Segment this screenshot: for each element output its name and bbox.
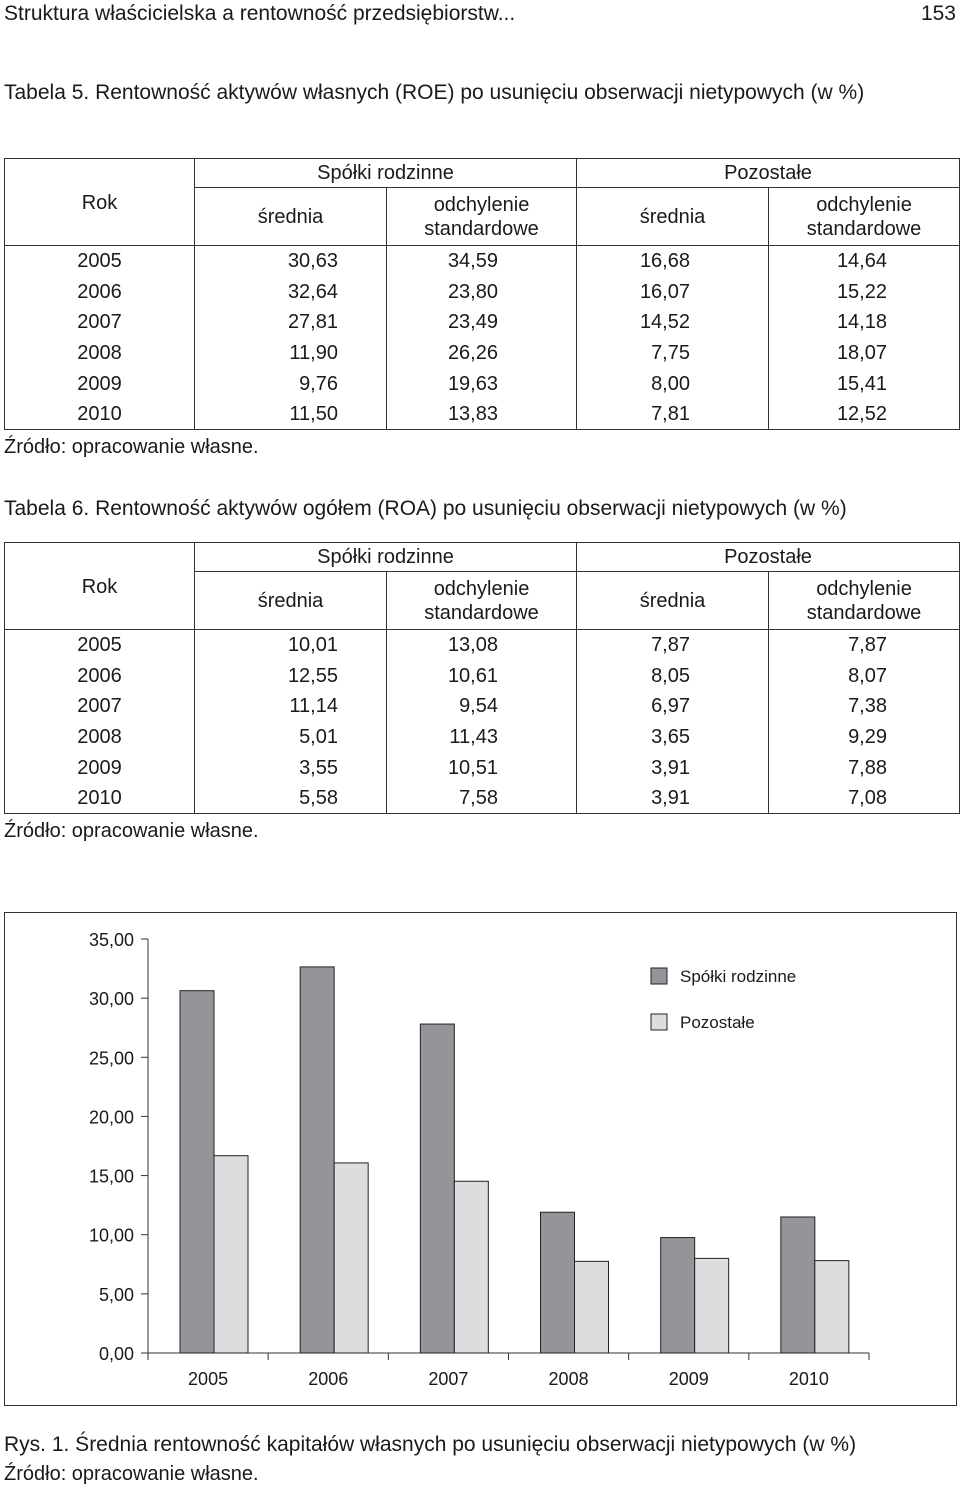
table-row	[5, 368, 960, 399]
bar-family	[180, 991, 214, 1353]
cell-other-sd: 7,08	[769, 783, 960, 814]
figure-source: Źródło: opracowanie własne.	[4, 1463, 259, 1485]
cell-family-mean: 10,01	[195, 630, 387, 661]
running-header	[4, 0, 956, 28]
cell-other-mean: 3,91	[577, 783, 769, 814]
cell-family-mean: 11,90	[195, 338, 387, 369]
header-mean: średnia	[195, 188, 387, 246]
table-row	[5, 276, 960, 307]
page-number: 153	[920, 2, 956, 25]
cell-year: 2005	[5, 630, 195, 661]
y-tick-label: 10,00	[88, 1225, 134, 1246]
cell-family-mean: 11,14	[195, 691, 387, 722]
table-row	[5, 722, 960, 753]
bar-other	[575, 1261, 609, 1353]
cell-other-sd: 7,87	[769, 630, 960, 661]
bar-other	[214, 1156, 248, 1353]
cell-family-mean: 5,01	[195, 722, 387, 753]
y-tick-label: 5,00	[98, 1284, 134, 1305]
cell-other-mean: 7,81	[577, 399, 769, 430]
cell-other-sd: 9,29	[769, 722, 960, 753]
table-row	[5, 630, 960, 661]
cell-year: 2008	[5, 338, 195, 369]
cell-family-mean: 27,81	[195, 307, 387, 338]
bar-family	[781, 1217, 815, 1353]
cell-other-sd: 14,18	[769, 307, 960, 338]
legend-label: Spółki rodzinne	[680, 967, 797, 986]
cell-family-sd: 11,43	[387, 722, 577, 753]
cell-family-sd: 10,61	[387, 660, 577, 691]
table-row	[5, 691, 960, 722]
table-row	[5, 660, 960, 691]
header-group-other: Pozostałe	[577, 543, 960, 572]
cell-family-mean: 12,55	[195, 660, 387, 691]
cell-family-sd: 26,26	[387, 338, 577, 369]
legend-swatch	[651, 1014, 667, 1030]
header-rok: Rok	[5, 543, 195, 630]
header-sd: odchylenie standardowe	[769, 572, 960, 630]
cell-other-mean: 7,75	[651, 341, 690, 364]
x-tick-label: 2007	[428, 1369, 469, 1389]
table6	[4, 542, 960, 814]
cell-family-mean: 3,55	[195, 752, 387, 783]
header-sd: odchylenie standardowe	[769, 188, 960, 246]
cell-other-mean: 8,00	[651, 372, 690, 395]
chart-svg	[5, 913, 956, 1405]
bar-family	[300, 967, 334, 1353]
bar-other	[695, 1258, 729, 1353]
cell-year: 2009	[5, 368, 195, 399]
y-tick-label: 25,00	[88, 1048, 134, 1069]
cell-year: 2006	[5, 660, 195, 691]
header-sd: odchylenie standardowe	[387, 572, 577, 630]
running-title: Struktura właścicielska a rentowność przedsiębiorstw...	[4, 2, 516, 25]
cell-family-mean: 32,64	[195, 276, 387, 307]
cell-other-mean: 3,65	[651, 725, 690, 748]
cell-family-sd: 10,51	[387, 752, 577, 783]
bar-other	[454, 1181, 488, 1353]
bar-other	[334, 1163, 368, 1353]
y-tick-label: 20,00	[88, 1107, 134, 1128]
cell-other-mean: 6,97	[651, 695, 690, 718]
cell-other-sd: 15,22	[769, 276, 960, 307]
bar-chart	[4, 912, 957, 1406]
bar-family	[420, 1024, 454, 1353]
header-group-other: Pozostałe	[577, 159, 960, 188]
cell-family-sd: 23,49	[387, 307, 577, 338]
cell-family-sd: 34,59	[387, 246, 577, 277]
y-tick-label: 15,00	[88, 1166, 134, 1187]
legend-label: Pozostałe	[680, 1013, 755, 1032]
table5	[4, 158, 960, 430]
cell-family-sd: 13,83	[387, 399, 577, 430]
cell-family-sd: 7,58	[387, 783, 577, 814]
cell-year: 2009	[5, 752, 195, 783]
cell-family-mean: 30,63	[195, 246, 387, 277]
cell-year: 2005	[5, 246, 195, 277]
cell-family-mean: 9,76	[195, 368, 387, 399]
header-rok: Rok	[5, 159, 195, 246]
bar-family	[541, 1212, 575, 1353]
x-tick-label: 2009	[668, 1369, 709, 1389]
cell-other-mean: 16,68	[639, 250, 690, 273]
table5-source: Źródło: opracowanie własne.	[4, 436, 259, 458]
bar-other	[815, 1261, 849, 1353]
table6-caption: Tabela 6. Rentowność aktywów ogółem (ROA) po usunięciu obserwacji nietypowych (w %)	[4, 497, 847, 520]
cell-other-mean: 8,05	[651, 664, 690, 687]
legend-swatch	[651, 968, 667, 984]
cell-year: 2010	[5, 783, 195, 814]
y-tick-label: 0,00	[98, 1344, 134, 1364]
table-row	[5, 246, 960, 277]
cell-other-mean: 3,91	[651, 756, 690, 779]
x-tick-label: 2005	[188, 1369, 229, 1389]
x-tick-label: 2006	[308, 1369, 349, 1389]
cell-family-mean: 11,50	[195, 399, 387, 430]
cell-year: 2008	[5, 722, 195, 753]
cell-other-sd: 18,07	[769, 338, 960, 369]
table-row	[5, 783, 960, 814]
table-row	[5, 338, 960, 369]
cell-family-mean: 5,58	[195, 783, 387, 814]
cell-year: 2007	[5, 307, 195, 338]
header-mean: średnia	[577, 572, 769, 630]
header-group-family: Spółki rodzinne	[195, 159, 577, 188]
cell-other-sd: 7,38	[769, 691, 960, 722]
x-tick-label: 2010	[788, 1369, 829, 1389]
cell-year: 2010	[5, 399, 195, 430]
cell-other-mean: 16,07	[639, 280, 690, 303]
cell-other-sd: 15,41	[769, 368, 960, 399]
cell-other-sd: 14,64	[769, 246, 960, 277]
y-tick-label: 35,00	[88, 930, 134, 950]
header-mean: średnia	[577, 188, 769, 246]
cell-other-sd: 12,52	[769, 399, 960, 430]
cell-other-sd: 7,88	[769, 752, 960, 783]
cell-other-sd: 8,07	[769, 660, 960, 691]
cell-family-sd: 23,80	[387, 276, 577, 307]
table-row	[5, 307, 960, 338]
table-row	[5, 752, 960, 783]
header-sd: odchylenie standardowe	[387, 188, 577, 246]
table5-caption: Tabela 5. Rentowność aktywów własnych (ROE) po usunięciu obserwacji nietypowych (w %)	[4, 81, 865, 104]
cell-year: 2006	[5, 276, 195, 307]
cell-year: 2007	[5, 691, 195, 722]
cell-family-sd: 19,63	[387, 368, 577, 399]
cell-other-mean: 14,52	[639, 311, 690, 334]
cell-other-mean: 7,87	[651, 634, 690, 657]
cell-family-sd: 13,08	[387, 630, 577, 661]
table-row	[5, 399, 960, 430]
figure-caption: Rys. 1. Średnia rentowność kapitałów własnych po usunięciu obserwacji nietypowych (w %)	[4, 1433, 857, 1456]
bar-family	[661, 1238, 695, 1353]
header-mean: średnia	[195, 572, 387, 630]
x-tick-label: 2008	[548, 1369, 589, 1389]
y-tick-label: 30,00	[88, 989, 134, 1010]
cell-family-sd: 9,54	[387, 691, 577, 722]
table6-source: Źródło: opracowanie własne.	[4, 820, 259, 842]
header-group-family: Spółki rodzinne	[195, 543, 577, 572]
